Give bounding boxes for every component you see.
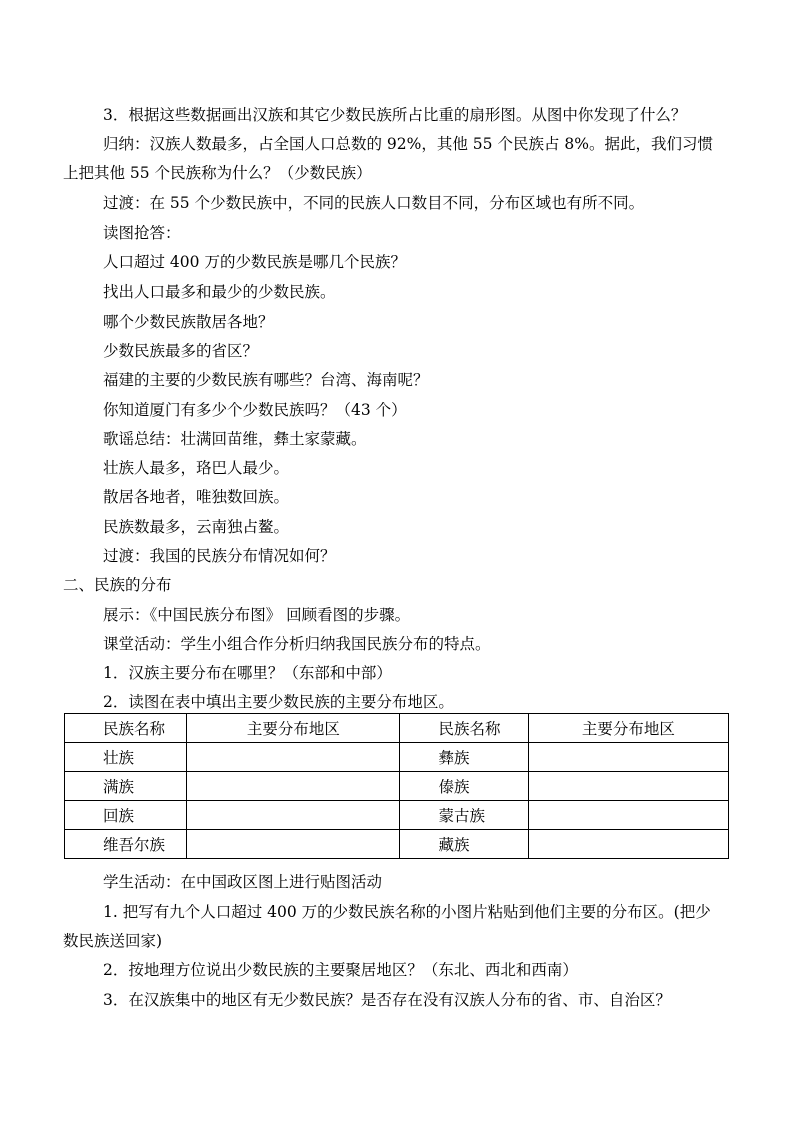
quiz-question-5: 福建的主要的少数民族有哪些？台湾、海南呢？ (103, 371, 429, 389)
header-ethnic-name: 民族名称 (65, 714, 187, 743)
ethnic-name-cell: 藏族 (400, 830, 528, 859)
activity-item-2: 2．读图在表中填出主要少数民族的主要分布地区。 (103, 693, 454, 711)
question-3-pie-chart: 3．根据这些数据画出汉族和其它少数民族所占比重的扇形图。从图中你发现了什么？ (103, 106, 687, 124)
distribution-area-cell[interactable] (528, 830, 728, 859)
distribution-area-cell[interactable] (528, 801, 728, 830)
distribution-area-cell[interactable] (187, 830, 400, 859)
student-activity: 学生活动：在中国政区图上进行贴图活动 (103, 873, 383, 891)
rhyme-line-1: 壮族人最多，珞巴人最少。 (103, 459, 290, 477)
quiz-question-3: 哪个少数民族散居各地？ (103, 313, 274, 331)
distribution-area-cell[interactable] (187, 801, 400, 830)
table-row (65, 772, 729, 801)
header-ethnic-name: 民族名称 (400, 714, 528, 743)
show-map-line: 展示：《中国民族分布图》 回顾看图的步骤。 (103, 606, 411, 624)
distribution-area-cell[interactable] (187, 743, 400, 772)
transition-1: 过渡：在 55 个少数民族中，不同的民族人口数目不同，分布区域也有所不同。 (103, 194, 645, 212)
header-distribution-area: 主要分布地区 (187, 714, 400, 743)
class-activity: 课堂活动：学生小组合作分析归纳我国民族分布的特点。 (103, 635, 491, 653)
student-activity-item-1-cont: 数民族送回家) (63, 932, 163, 950)
table-row (65, 743, 729, 772)
summary-line-2: 上把其他 55 个民族称为什么？（少数民族） (63, 164, 372, 182)
quiz-question-6: 你知道厦门有多少个少数民族吗？（43 个） (103, 401, 407, 419)
minority-distribution-table (64, 713, 729, 859)
ethnic-name-cell: 回族 (65, 801, 187, 830)
distribution-area-cell[interactable] (187, 772, 400, 801)
ethnic-name-cell: 彝族 (400, 743, 528, 772)
student-activity-item-3: 3．在汉族集中的地区有无少数民族？是否存在没有汉族人分布的省、市、自治区？ (103, 991, 671, 1009)
ethnic-name-cell: 满族 (65, 772, 187, 801)
summary-line-1: 归纳：汉族人数最多，占全国人口总数的 92%，其他 55 个民族占 8%。据此，我们习惯 (103, 135, 713, 153)
ethnic-name-cell: 傣族 (400, 772, 528, 801)
quiz-question-1: 人口超过 400 万的少数民族是哪几个民族？ (103, 253, 406, 271)
section-heading: 二、民族的分布 (63, 576, 172, 594)
rhyme-line-2: 散居各地者，唯独数回族。 (103, 488, 290, 506)
distribution-area-cell[interactable] (528, 772, 728, 801)
transition-2: 过渡：我国的民族分布情况如何？ (103, 547, 336, 565)
table-header-row (65, 714, 729, 743)
header-distribution-area: 主要分布地区 (528, 714, 728, 743)
ethnic-name-cell: 维吾尔族 (65, 830, 187, 859)
table-row (65, 801, 729, 830)
ethnic-name-cell: 壮族 (65, 743, 187, 772)
table-row (65, 830, 729, 859)
student-activity-item-2: 2．按地理方位说出少数民族的主要聚居地区？（东北、西北和西南） (103, 961, 578, 979)
quiz-heading: 读图抢答： (103, 224, 181, 242)
student-activity-item-1: 1. 把写有九个人口超过 400 万的少数民族名称的小图片粘贴到他们主要的分布区。(把少 (103, 903, 711, 921)
rhyme-summary: 歌谣总结：壮满回苗维，彝土家蒙藏。 (103, 430, 367, 448)
quiz-question-2: 找出人口最多和最少的少数民族。 (103, 283, 336, 301)
ethnic-name-cell: 蒙古族 (400, 801, 528, 830)
activity-item-1: 1．汉族主要分布在哪里？（东部和中部） (103, 664, 392, 682)
rhyme-line-3: 民族数最多，云南独占鳌。 (103, 518, 290, 536)
quiz-question-4: 少数民族最多的省区？ (103, 342, 259, 360)
distribution-area-cell[interactable] (528, 743, 728, 772)
